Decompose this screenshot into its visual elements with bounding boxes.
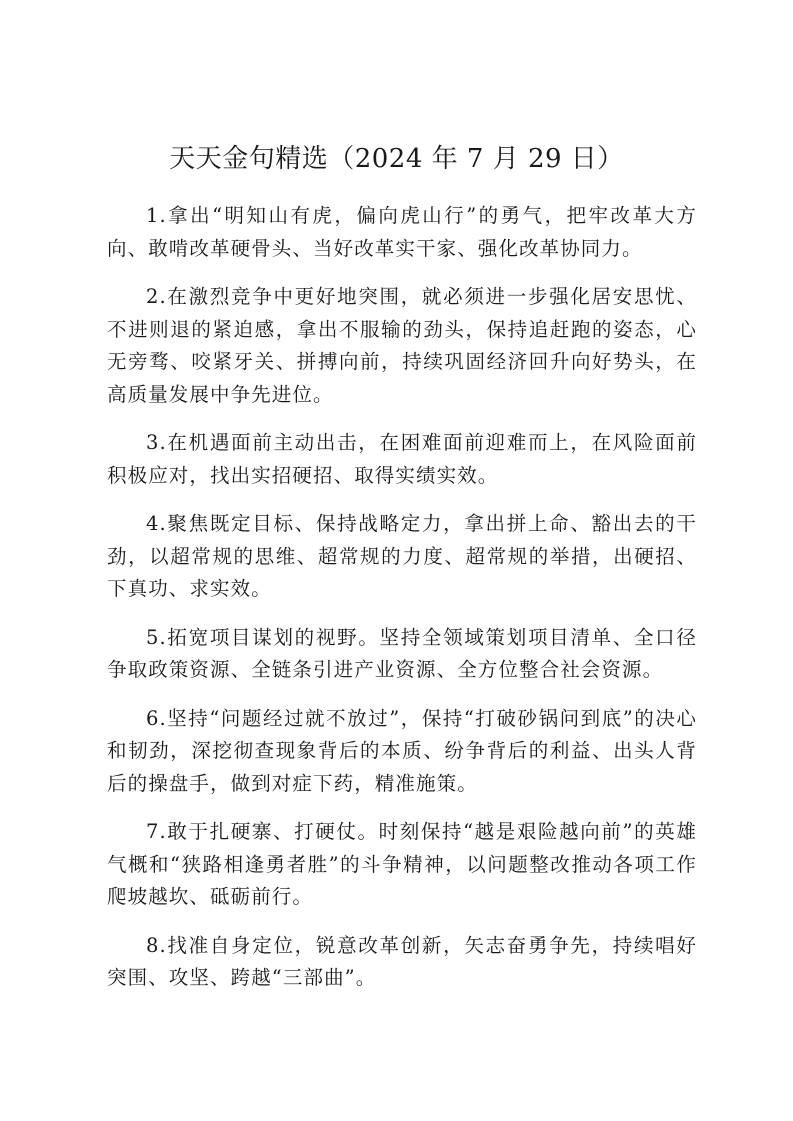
paragraph-8: 8.找准自身定位，锐意改革创新，矢志奋勇争先，持续唱好突围、攻坚、跨越“三部曲”。 (107, 933, 697, 989)
paragraph-6: 6.坚持“问题经过就不放过”，保持“打破砂锅问到底”的决心和韧劲，深挖彻查现象背后的本质、纷争背后的利益、出头人背后的操盘手，做到对症下药，精准施策。 (107, 706, 697, 795)
document-title: 天天金句精选（2024 年 7 月 29 日） (169, 144, 624, 174)
paragraph-2: 2.在激烈竞争中更好地突围，就必须进一步强化居安思忧、不进则退的紧迫感，拿出不服输的劲头，保持追赶跑的姿态，心无旁骛、咬紧牙关、拼搏向前，持续巩固经济回升向好势头，在高质量发展中争先进位。 (107, 285, 697, 406)
paragraph-3: 3.在机遇面前主动出击，在困难面前迎难而上，在风险面前积极应对，找出实招硬招、取得实绩实效。 (107, 431, 697, 487)
paragraph-5: 5.拓宽项目谋划的视野。坚持全领域策划项目清单、全口径争取政策资源、全链条引进产业资源、全方位整合社会资源。 (107, 625, 697, 681)
document-body (107, 200, 697, 1011)
paragraph-1: 1.拿出“明知山有虎，偏向虎山行”的勇气，把牢改革大方向、敢啃改革硬骨头、当好改革实干家、强化改革协同力。 (107, 204, 697, 260)
paragraph-7: 7.敢于扎硬寨、打硬仗。时刻保持“越是艰险越向前”的英雄气概和“狭路相逢勇者胜”的斗争精神，以问题整改推动各项工作爬坡越坎、砥砺前行。 (107, 820, 697, 908)
paragraph-4: 4.聚焦既定目标、保持战略定力，拿出拼上命、豁出去的干劲，以超常规的思维、超常规的力度、超常规的举措，出硬招、下真功、求实效。 (107, 512, 697, 600)
